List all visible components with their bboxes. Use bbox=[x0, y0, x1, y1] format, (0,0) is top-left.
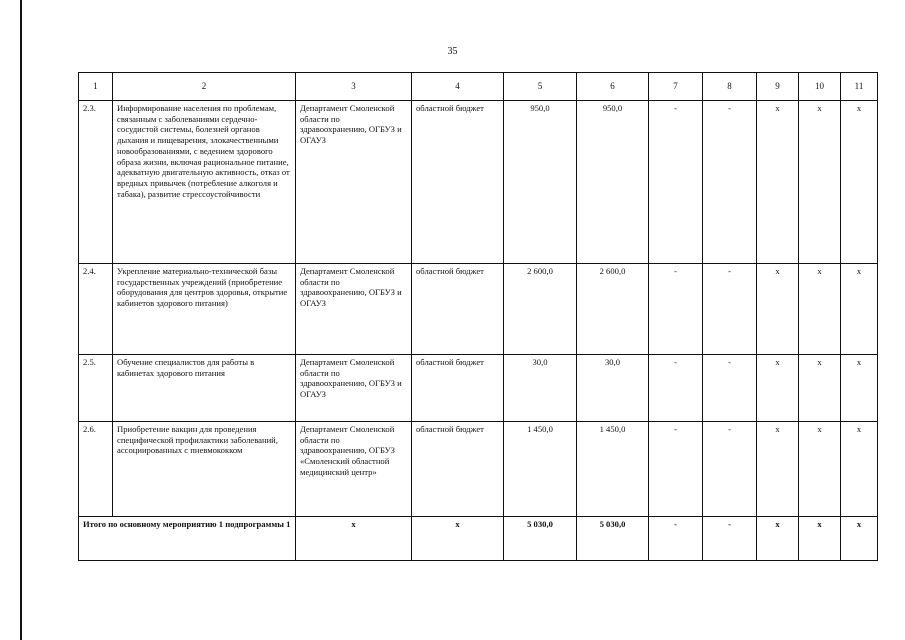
indicator-3: x bbox=[841, 101, 878, 264]
table-row bbox=[79, 422, 878, 517]
amount-year-2: - bbox=[649, 422, 703, 517]
funding-source: областной бюджет bbox=[412, 422, 504, 517]
funding-source: областной бюджет bbox=[412, 355, 504, 422]
total-indicator-2: x bbox=[799, 517, 841, 561]
total-indicator-3: x bbox=[841, 517, 878, 561]
amount-year-1: 30,0 bbox=[577, 355, 649, 422]
total-label: Итого по основному мероприятию 1 подпрограммы 1 bbox=[79, 517, 296, 561]
activity-name: Обучение специалистов для работы в кабинетах здорового питания bbox=[113, 355, 296, 422]
page-number: 35 bbox=[447, 46, 458, 57]
indicator-3: x bbox=[841, 355, 878, 422]
funding-source: областной бюджет bbox=[412, 101, 504, 264]
amount-total: 1 450,0 bbox=[504, 422, 577, 517]
executor: Департамент Смоленской области по здравоохранению, ОГБУЗ и ОГАУЗ bbox=[296, 355, 412, 422]
total-year-3: - bbox=[703, 517, 757, 561]
header-cell: 2 bbox=[113, 73, 296, 101]
indicator-3: x bbox=[841, 264, 878, 355]
table-row bbox=[79, 355, 878, 422]
header-cell: 4 bbox=[412, 73, 504, 101]
header-cell: 7 bbox=[649, 73, 703, 101]
amount-total: 950,0 bbox=[504, 101, 577, 264]
amount-year-1: 2 600,0 bbox=[577, 264, 649, 355]
indicator-1: x bbox=[757, 264, 799, 355]
amount-year-2: - bbox=[649, 101, 703, 264]
indicator-3: x bbox=[841, 422, 878, 517]
amount-year-2: - bbox=[649, 264, 703, 355]
executor: Департамент Смоленской области по здравоохранению, ОГБУЗ «Смоленский областной медицинский центр» bbox=[296, 422, 412, 517]
activity-name: Приобретение вакцин для проведения специфической профилактики заболеваний, ассоциированных с пневмококком bbox=[113, 422, 296, 517]
amount-year-3: - bbox=[703, 355, 757, 422]
amount-total: 30,0 bbox=[504, 355, 577, 422]
header-cell: 5 bbox=[504, 73, 577, 101]
indicator-1: x bbox=[757, 422, 799, 517]
page-edge-line bbox=[20, 0, 22, 640]
header-cell: 11 bbox=[841, 73, 878, 101]
header-cell: 3 bbox=[296, 73, 412, 101]
amount-year-1: 1 450,0 bbox=[577, 422, 649, 517]
total-amount: 5 030,0 bbox=[504, 517, 577, 561]
activity-name: Информирование населения по проблемам, связанным с заболеваниями сердечно-сосудистой системы, болезней органов дыхания и пищеварения, злокачественными новообразованиями, с ведением здорового образа жизни, включая рациональное питание, адекватную двигательную активность, отказ от вредных привычек (потребление алкоголя и табака), развитие стрессоустойчивости bbox=[113, 101, 296, 264]
table-row bbox=[79, 264, 878, 355]
amount-total: 2 600,0 bbox=[504, 264, 577, 355]
total-indicator-1: x bbox=[757, 517, 799, 561]
activity-name: Укрепление материально-технической базы государственных учреждений (приобретение оборудования для центров здоровья, открытие кабинетов здорового питания) bbox=[113, 264, 296, 355]
header-cell: 10 bbox=[799, 73, 841, 101]
total-year-1: 5 030,0 bbox=[577, 517, 649, 561]
executor: Департамент Смоленской области по здравоохранению, ОГБУЗ и ОГАУЗ bbox=[296, 101, 412, 264]
total-executor: x bbox=[296, 517, 412, 561]
amount-year-2: - bbox=[649, 355, 703, 422]
row-number: 2.4. bbox=[79, 264, 113, 355]
budget-table bbox=[78, 72, 878, 561]
amount-year-3: - bbox=[703, 264, 757, 355]
table-row bbox=[79, 101, 878, 264]
indicator-2: x bbox=[799, 355, 841, 422]
table-header-row bbox=[79, 73, 878, 101]
row-number: 2.5. bbox=[79, 355, 113, 422]
indicator-2: x bbox=[799, 101, 841, 264]
indicator-1: x bbox=[757, 101, 799, 264]
header-cell: 8 bbox=[703, 73, 757, 101]
total-year-2: - bbox=[649, 517, 703, 561]
row-number: 2.6. bbox=[79, 422, 113, 517]
amount-year-3: - bbox=[703, 101, 757, 264]
executor: Департамент Смоленской области по здравоохранению, ОГБУЗ и ОГАУЗ bbox=[296, 264, 412, 355]
header-cell: 1 bbox=[79, 73, 113, 101]
amount-year-3: - bbox=[703, 422, 757, 517]
indicator-2: x bbox=[799, 264, 841, 355]
header-cell: 9 bbox=[757, 73, 799, 101]
total-row bbox=[79, 517, 878, 561]
amount-year-1: 950,0 bbox=[577, 101, 649, 264]
indicator-1: x bbox=[757, 355, 799, 422]
header-cell: 6 bbox=[577, 73, 649, 101]
total-source: x bbox=[412, 517, 504, 561]
row-number: 2.3. bbox=[79, 101, 113, 264]
indicator-2: x bbox=[799, 422, 841, 517]
funding-source: областной бюджет bbox=[412, 264, 504, 355]
